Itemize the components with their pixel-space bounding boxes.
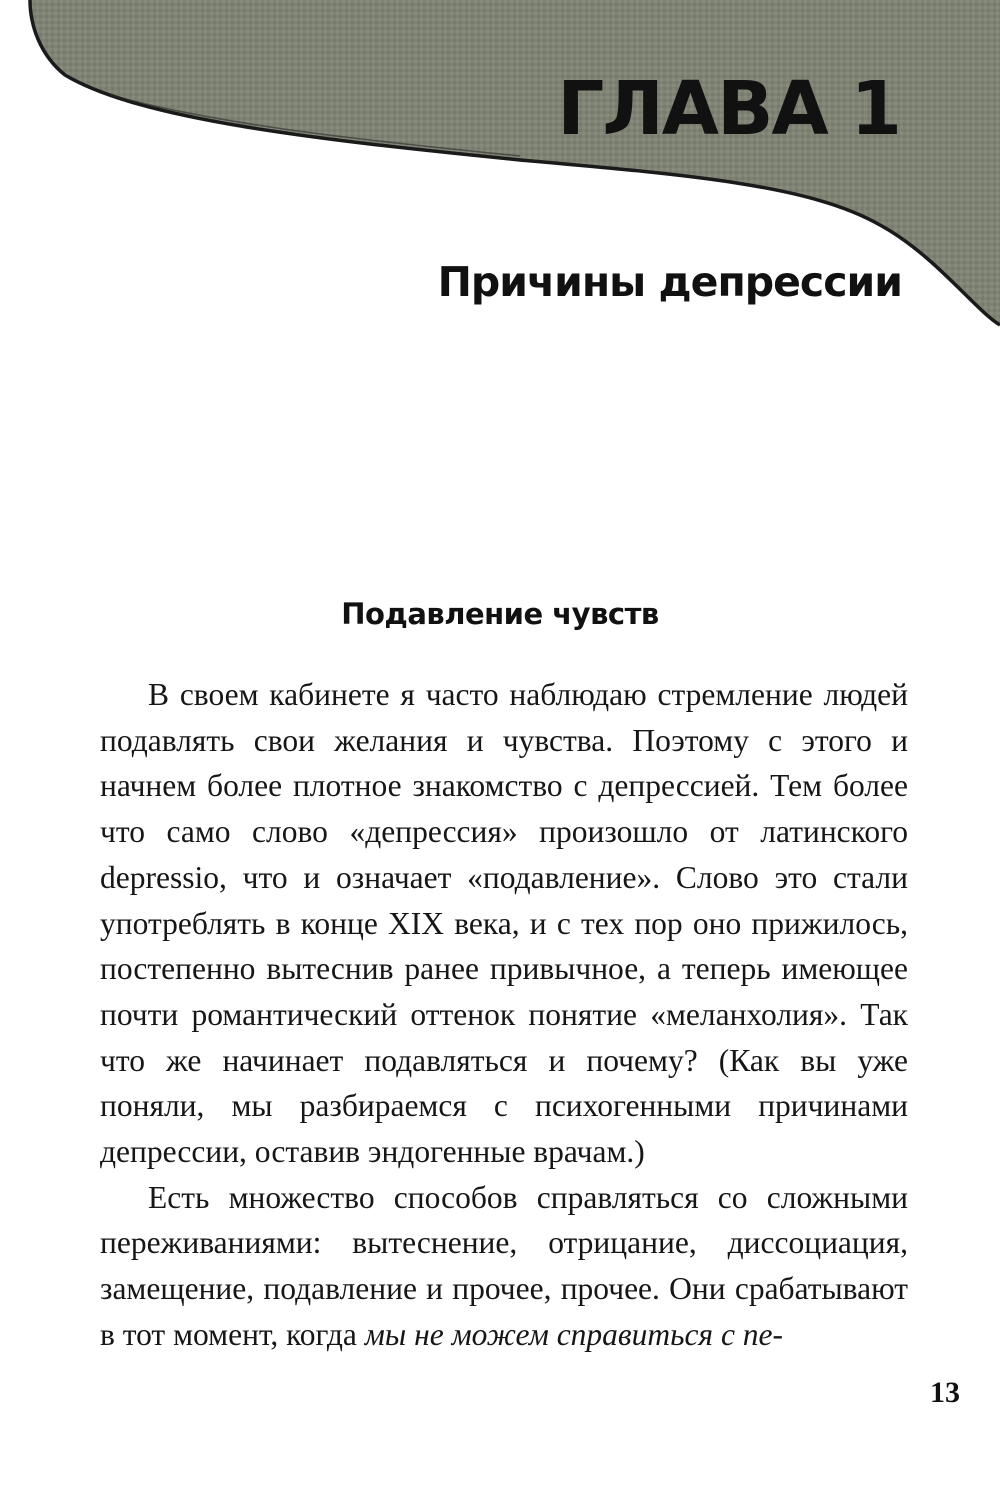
page-number: 13	[930, 1376, 960, 1409]
paragraph-2	[100, 1175, 908, 1358]
paragraph-2-italic: мы не можем справиться с пе-	[364, 1316, 784, 1352]
body-text	[100, 672, 908, 1358]
paragraph-1: В своем кабинете я часто наблюдаю стремление людей подавлять свои желания и чувства. Поэтому с этого и начнем более плотное знакомство с депрессией. Тем более что само слово «депрессия» произошло от латинского depressio, что и означает «подавление». Слово это стали употреблять в конце XIX века, и с тех пор оно прижилось, постепенно вытеснив ранее привычное, а теперь имеющее почти романтический оттенок понятие «меланхолия». Так что же начинает подавляться и почему? (Как вы уже поняли, мы разбираемся с психогенными причинами депрессии, оставив эндогенные врачам.)	[100, 677, 908, 1170]
chapter-title: Причины депрессии	[437, 258, 902, 306]
section-title: Подавление чувств	[341, 597, 659, 631]
paragraph-2-text: Есть множество способов справляться со сложными переживаниями: вытеснение, отрицание, диссоциация, замещение, подавление и прочее, прочее. Они срабатывают в тот момент, когда	[100, 1179, 908, 1352]
chapter-label: ГЛАВА 1	[557, 66, 900, 152]
